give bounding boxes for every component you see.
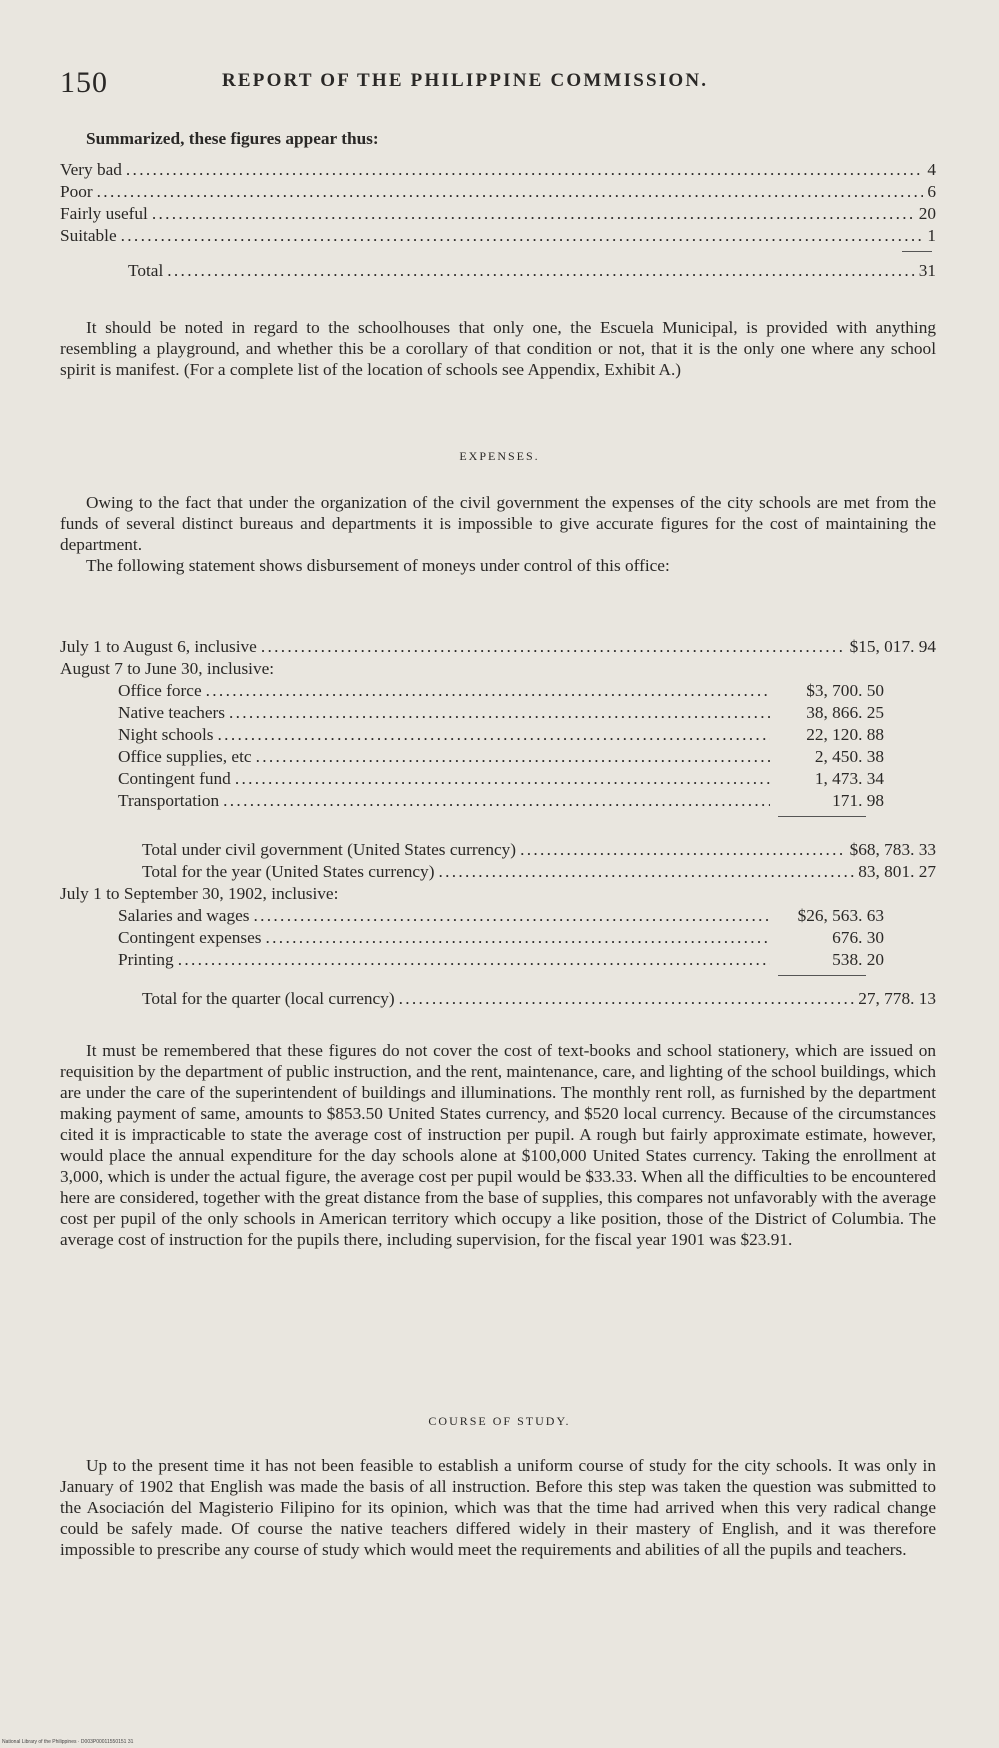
expenses-paragraph-1: Owing to the fact that under the organization of the civil government the expenses of the city schools are met from the funds of several distinct bureaus and departments it is impossible to give accurate figures for the cost of maintaining the department.: [60, 493, 936, 554]
statement-item: Contingent fund . . . 1, 473. 34: [118, 768, 884, 790]
statement-item: Printing . . . 538. 20: [118, 949, 884, 971]
expenses-heading: EXPENSES.: [459, 449, 540, 463]
expenses-paragraph-2: The following statement shows disbursement of moneys under control of this office:: [86, 556, 670, 575]
disbursement-statement: [60, 636, 936, 1010]
summary-total-row: Total . . . 31: [60, 260, 936, 282]
statement-row: July 1 to August 6, inclusive . . . $15, 017. 94: [60, 636, 936, 658]
statement-total: Total for the year (United States currency) . . . 83, 801. 27: [60, 861, 936, 883]
summary-row: Very bad . . . 4: [60, 159, 936, 181]
summary-intro: Summarized, these figures appear thus:: [86, 129, 379, 148]
summary-row: Poor . . . 6: [60, 181, 936, 203]
statement-subhead: July 1 to September 30, 1902, inclusive:: [60, 884, 339, 903]
statement-item: Night schools . . . 22, 120. 88: [118, 724, 884, 746]
expenses-paragraphs: [60, 492, 936, 576]
scan-footer: National Library of the Philippines · D003P00011550151 31: [2, 1739, 134, 1745]
course-paragraph: Up to the present time it has not been feasible to establish a uniform course of study for the city schools. It was only in January of 1902 that English was made the basis of all instruction. Before this step was taken the question was submitted to the Asociación del Magisterio Filipino for its opinion, which was that the time had arrived when this very radical change could be safely made. Of course the native teachers differed widely in their mastery of English, and it was therefore impossible to prescribe any course of study which would meet the requirements and abilities of all the pupils and teachers.: [60, 1456, 936, 1559]
statement-item: Salaries and wages . . . $26, 563. 63: [118, 905, 884, 927]
remember-paragraph: It must be remembered that these figures do not cover the cost of text-books and school stationery, which are issued on requisition by the department of public instruction, and the rent, maintenance, care, and lighting of the school buildings, which are under the care of the superintendent of buildings and illuminations. The monthly rent roll, as furnished by the department making payment of same, amounts to $853.50 United States currency, and $520 local currency. Because of the circumstances cited it is impracticable to state the average cost of instruction per pupil. A rough but fairly approximate estimate, however, would place the annual expenditure for the day schools alone at $100,000 United States currency. Taking the enrollment at 3,000, which is under the actual figure, the average cost per pupil would be $33.33. When all the difficulties to be encountered here are considered, together with the great distance from the base of supplies, this compares not unfavorably with the average cost per pupil of the only schools in American territory which occupy a like position, those of the District of Columbia. The average cost of instruction for the pupils there, including supervision, for the fiscal year 1901 was $23.91.: [60, 1041, 936, 1249]
summary-section: [60, 128, 936, 282]
schoolhouses-paragraph: It should be noted in regard to the schoolhouses that only one, the Escuela Municipal, is provided with anything resembling a playground, and whether this be a corollary of that condition or not, that it is the only one where any school spirit is manifest. (For a complete list of the location of schools see Appendix, Exhibit A.): [60, 318, 936, 379]
period3-items: [118, 905, 884, 976]
period3-rule: [778, 975, 866, 976]
statement-item: Contingent expenses . . . 676. 30: [118, 927, 884, 949]
page-number: 150: [60, 66, 108, 99]
remember-paragraph-block: [60, 1040, 936, 1250]
schoolhouses-paragraph-block: [60, 317, 936, 380]
summary-rule: [902, 251, 932, 252]
summary-row: Suitable . . . 1: [60, 225, 936, 247]
summary-row: Fairly useful . . . 20: [60, 203, 936, 225]
statement-item: Native teachers . . . 38, 866. 25: [118, 702, 884, 724]
running-head: REPORT OF THE PHILIPPINE COMMISSION.: [222, 70, 709, 91]
statement-total: Total for the quarter (local currency) . . . 27, 778. 13: [60, 988, 936, 1010]
period2-rule: [778, 816, 866, 817]
statement-subhead: August 7 to June 30, inclusive:: [60, 659, 275, 678]
course-paragraph-block: [60, 1455, 936, 1560]
period2-items: [118, 680, 884, 817]
statement-item: Transportation . . . 171. 98: [118, 790, 884, 812]
course-of-study-heading: COURSE OF STUDY.: [428, 1414, 571, 1428]
statement-total: Total under civil government (United States currency) . . . $68, 783. 33: [60, 839, 936, 861]
statement-item: Office force . . . $3, 700. 50: [118, 680, 884, 702]
statement-item: Office supplies, etc . . . 2, 450. 38: [118, 746, 884, 768]
